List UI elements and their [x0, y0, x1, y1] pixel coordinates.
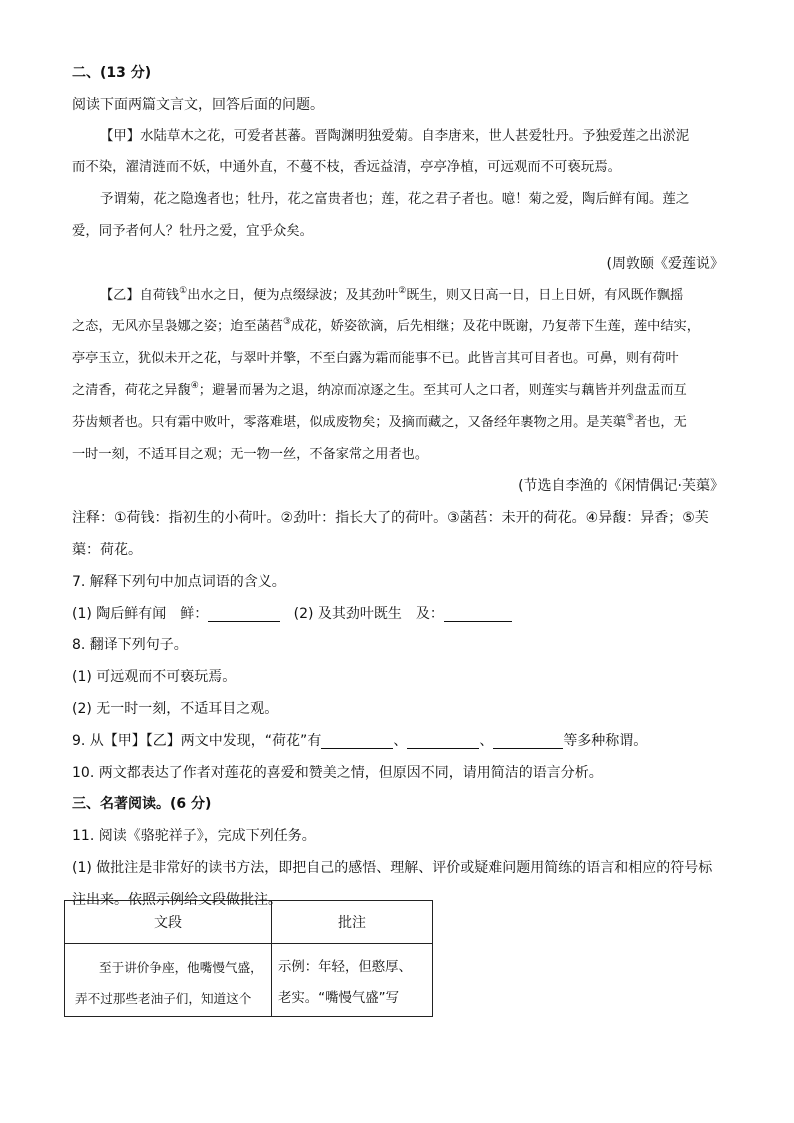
- passage-jia-source: (周敦颐《爱莲说》: [606, 255, 724, 272]
- question-10: 10. 两文都表达了作者对莲花的喜爱和赞美之情，但原因不同，请用简洁的语言分析。: [72, 764, 603, 781]
- passage-yi-text: 之态，无风亦呈袅娜之姿；迨至菡萏: [72, 319, 283, 335]
- question-8-item-2: (2) 无一时一刻，不适耳目之观。: [72, 700, 279, 717]
- separator: 、: [393, 732, 408, 749]
- passage-jia-line: 水陆草木之花，可爱者甚蕃。晋陶渊明独爱菊。自李唐来，世人甚爱牡丹。予独爱莲之出淤泥: [140, 128, 690, 144]
- annotation-table: [64, 900, 433, 1017]
- question-7-items: [72, 603, 724, 625]
- passage-yi-text: 之清香，荷花之异馥: [72, 382, 191, 398]
- question-11-task: 注出来。依照示例给文段做批注。: [72, 891, 282, 908]
- separator: 、: [479, 732, 494, 749]
- passage-jia: [72, 126, 724, 275]
- answer-blank[interactable]: [493, 732, 563, 749]
- question-8: 8. 翻译下列句子。: [72, 637, 188, 654]
- passage-cell: [65, 944, 272, 1017]
- passage-yi-tag: 【乙】: [100, 287, 140, 303]
- footnotes: 蕖：荷花。: [72, 541, 142, 558]
- exam-page: [72, 62, 724, 921]
- question-8-item-1: (1) 可远观而不可亵玩焉。: [72, 669, 237, 686]
- passage-jia-line: 予谓菊，花之隐逸者也；牡丹，花之富贵者也；莲，花之君子者也。噫！菊之爱，陶后鲜有闻。莲之: [100, 192, 690, 208]
- passage-jia-line: 爱，同予者何人？牡丹之爱，宜乎众矣。: [72, 223, 314, 239]
- question-9-text: 等多种称谓。: [563, 732, 648, 749]
- passage-yi-text: 一时一刻，不适耳目之观；无一物一丝，不备家常之用者也。: [72, 446, 429, 462]
- table-header-annotation: 批注: [272, 901, 433, 944]
- question-11: 11. 阅读《骆驼祥子》，完成下列任务。: [72, 828, 316, 845]
- question-7-item-2: (2) 及其劲叶既生 及：: [293, 605, 444, 622]
- passage-yi-text: 者也，无: [633, 414, 687, 430]
- footnote-marker: ②: [398, 285, 407, 296]
- answer-blank[interactable]: [407, 732, 479, 749]
- question-7-item-1: (1) 陶后鲜有闻 鲜：: [72, 605, 209, 622]
- question-9: [72, 730, 724, 752]
- passage-yi-text: 自荷钱: [139, 287, 180, 303]
- question-9-text: 9. 从【甲】【乙】两文中发现，“荷花”有: [72, 732, 322, 749]
- answer-blank[interactable]: [321, 732, 393, 749]
- passage-yi-text: 出水之日，便为点缀绿波；及其劲叶: [187, 287, 399, 303]
- passage-jia-tag: 【甲】: [100, 128, 141, 144]
- footnotes: 注释：①荷钱：指初生的小荷叶。②劲叶：指长大了的荷叶。③菡萏：未开的荷花。④异馥：异香；⑤芙: [72, 510, 709, 527]
- passage-jia-line: 而不染，濯清涟而不妖，中通外直，不蔓不枝，香远益清，亭亭净植，可远观而不可亵玩焉。: [72, 160, 622, 176]
- question-7: 7. 解释下列句中加点词语的含义。: [72, 573, 286, 590]
- annotation-cell[interactable]: [272, 944, 433, 1017]
- passage-cell-line: 弄不过那些老油子们，知道这个: [75, 991, 252, 1006]
- passage-yi-text: 芬齿颊者也。只有霜中败叶，零落难堪，似成废物矣；及摘而藏之，又备经年裹物之用。是芙蕖: [72, 414, 626, 430]
- footnote-marker: ③: [283, 317, 292, 328]
- section-3-heading: 三、名著阅读。(6 分): [72, 796, 212, 813]
- question-11-task: (1) 做批注是非常好的读书方法，即把自己的感悟、理解、评价或疑难问题用简练的语言和相应的符号标: [72, 859, 713, 876]
- passage-cell-line: 至于讲价争座，他嘴慢气盛，: [99, 960, 263, 975]
- reading-instruction: 阅读下面两篇文言文，回答后面的问题。: [72, 96, 324, 113]
- passage-yi: [72, 285, 724, 498]
- answer-blank[interactable]: [208, 605, 280, 622]
- table-row: [65, 944, 433, 1017]
- annotation-cell-line: 老实。“嘴慢气盛”写: [278, 991, 399, 1006]
- footnote-marker: ⑤: [625, 412, 634, 423]
- footnote-marker: ④: [190, 380, 199, 391]
- footnote-marker: ①: [179, 285, 188, 296]
- passage-yi-text: ；避暑而暑为之退，纳凉而凉逐之生。至其可人之口者，则莲实与藕皆并列盘盂而互: [198, 382, 687, 398]
- table-header-row: [65, 901, 433, 944]
- passage-yi-text: 既生，则又日高一日，日上日妍，有风既作飘摇: [406, 287, 684, 303]
- section-2-heading: 二、(13 分): [72, 65, 152, 81]
- annotation-cell-line: 示例：年轻，但憨厚、: [278, 960, 412, 975]
- answer-blank[interactable]: [444, 605, 512, 622]
- passage-yi-text: 成花，娇姿欲滴，后先相继；及花中既谢，乃复蒂下生莲，莲中结实，: [291, 319, 700, 335]
- table-header-passage: 文段: [65, 901, 272, 944]
- passage-yi-text: 亭亭玉立，犹似未开之花，与翠叶并擎，不至白露为霜而能事不已。此皆言其可目者也。可鼻，则有荷叶: [72, 351, 679, 367]
- passage-yi-source: (节选自李渔的《闲情偶记·芙蕖》: [518, 478, 724, 495]
